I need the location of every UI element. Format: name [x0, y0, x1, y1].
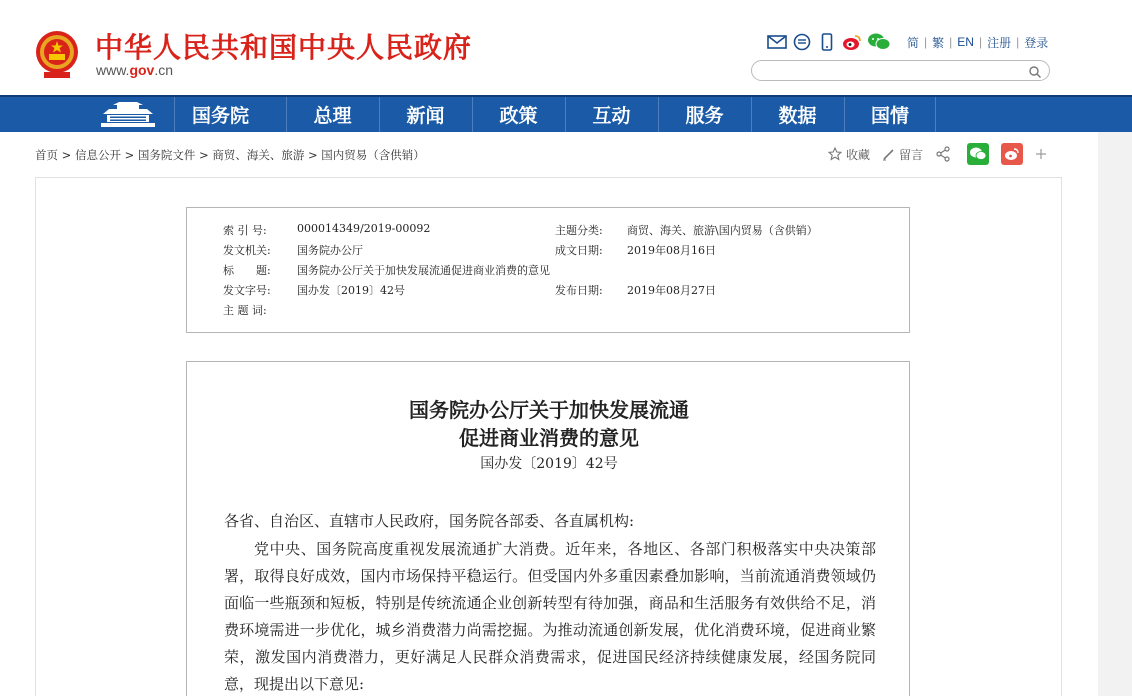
- message-icon[interactable]: [792, 32, 812, 52]
- nav-item-services[interactable]: 服务: [658, 97, 750, 132]
- wechat-icon: [969, 147, 987, 161]
- language-links: [902, 34, 1053, 51]
- created-date-value: 2019年08月16日: [627, 244, 716, 257]
- article-paragraph: 党中央、国务院高度重视发展流通扩大消费。近年来，各地区、各部门积极落实中央决策部署，取得良好成效，国内市场保持平稳运行。但受国内外多重因素叠加影响，当前流通消费领域仍面临一些瓶颈和短板，特别是传统流通企业创新转型有待加强，商品和生活服务有效供给不足，消费环境需进一步优化，城乡消费潜力尚需挖掘。为推动流通创新发展，优化消费环境，促进商业繁荣，激发国内消费潜力，更好满足人民群众消费需求，促进国民经济持续健康发展，经国务院同意，现提出以下意见:: [224, 540, 876, 693]
- search-box: [751, 60, 1050, 81]
- national-emblem-icon[interactable]: [34, 28, 80, 80]
- site-url-gov: gov: [129, 62, 155, 78]
- article-salutation: 各省、自治区、直辖市人民政府，国务院各部委、各直属机构:: [224, 512, 635, 530]
- share-tools: [828, 142, 1063, 166]
- nav-item-data[interactable]: 数据: [751, 97, 843, 132]
- keywords-label: 主 题 词:: [223, 304, 267, 317]
- nav-item-premier[interactable]: 总理: [286, 97, 378, 132]
- breadcrumb[interactable]: 首页 > 信息公开 > 国务院文件 > 商贸、海关、旅游 > 国内贸易（含供销）: [35, 148, 425, 162]
- comment-label: 留言: [899, 147, 924, 162]
- weibo-icon: [1004, 147, 1020, 161]
- separator: |: [949, 35, 953, 49]
- register-link[interactable]: 注册: [987, 35, 1012, 50]
- main-nav: [0, 95, 1132, 132]
- lang-simplified-link[interactable]: 简: [907, 35, 920, 50]
- login-link[interactable]: 登录: [1024, 35, 1049, 50]
- nav-item-policy[interactable]: 政策: [472, 97, 564, 132]
- nav-item-state-council[interactable]: 国务院: [174, 97, 266, 132]
- scroll-gutter: [1098, 132, 1132, 696]
- topic-value: 商贸、海关、旅游\国内贸易（含供销）: [627, 224, 818, 237]
- issuer-value: 国务院办公厅: [297, 244, 363, 257]
- site-title[interactable]: 中华人民共和国中央人民政府: [95, 31, 473, 64]
- site-url-suffix: .cn: [154, 62, 174, 78]
- plus-icon[interactable]: [1035, 148, 1051, 160]
- pencil-icon: [882, 148, 895, 161]
- share-weibo-button[interactable]: [1001, 143, 1023, 165]
- topic-label: 主题分类:: [555, 224, 603, 237]
- article-doc-number: 国办发〔2019〕42号: [480, 456, 618, 472]
- favorite-button[interactable]: [828, 146, 870, 163]
- nav-item-national-conditions[interactable]: 国情: [844, 97, 936, 132]
- published-date-value: 2019年08月27日: [627, 284, 716, 297]
- separator: |: [924, 35, 928, 49]
- share-wechat-button[interactable]: [967, 143, 989, 165]
- index-value: 000014349/2019-00092: [297, 222, 431, 235]
- issuer-label: 发文机关:: [223, 244, 271, 257]
- search-icon[interactable]: [1028, 64, 1042, 78]
- lang-english-link[interactable]: EN: [957, 35, 974, 49]
- search-input[interactable]: [760, 63, 1020, 78]
- star-icon: [828, 147, 842, 161]
- top-tools: [767, 32, 1053, 52]
- published-date-label: 发布日期:: [555, 284, 603, 297]
- title-label: 标 题:: [223, 264, 271, 277]
- weibo-icon[interactable]: [842, 32, 862, 52]
- mail-icon[interactable]: [767, 32, 787, 52]
- favorite-label: 收藏: [846, 147, 871, 162]
- site-header: [0, 0, 1132, 95]
- nav-item-news[interactable]: 新闻: [379, 97, 471, 132]
- doc-number-value: 国办发〔2019〕42号: [297, 284, 405, 297]
- mobile-icon[interactable]: [817, 32, 837, 52]
- separator: |: [1016, 35, 1020, 49]
- title-value: 国务院办公厅关于加快发展流通促进商业消费的意见: [297, 264, 550, 277]
- doc-number-label: 发文字号:: [223, 284, 271, 297]
- article-body: [186, 361, 910, 696]
- wechat-icon[interactable]: [867, 32, 891, 52]
- site-url[interactable]: [96, 62, 173, 78]
- document-info-table: [186, 207, 910, 333]
- article-title-line1: 国务院办公厅关于加快发展流通: [409, 398, 689, 422]
- index-label: 索 引 号:: [223, 224, 267, 237]
- lang-traditional-link[interactable]: 繁: [932, 35, 945, 50]
- nav-item-interaction[interactable]: 互动: [565, 97, 657, 132]
- nav-home-icon[interactable]: [82, 97, 174, 132]
- created-date-label: 成文日期:: [555, 244, 603, 257]
- separator: |: [978, 35, 983, 49]
- share-icon[interactable]: [935, 146, 955, 162]
- site-url-prefix: www.: [96, 62, 130, 78]
- comment-button[interactable]: [882, 146, 923, 163]
- article-title-line2: 促进商业消费的意见: [459, 426, 639, 450]
